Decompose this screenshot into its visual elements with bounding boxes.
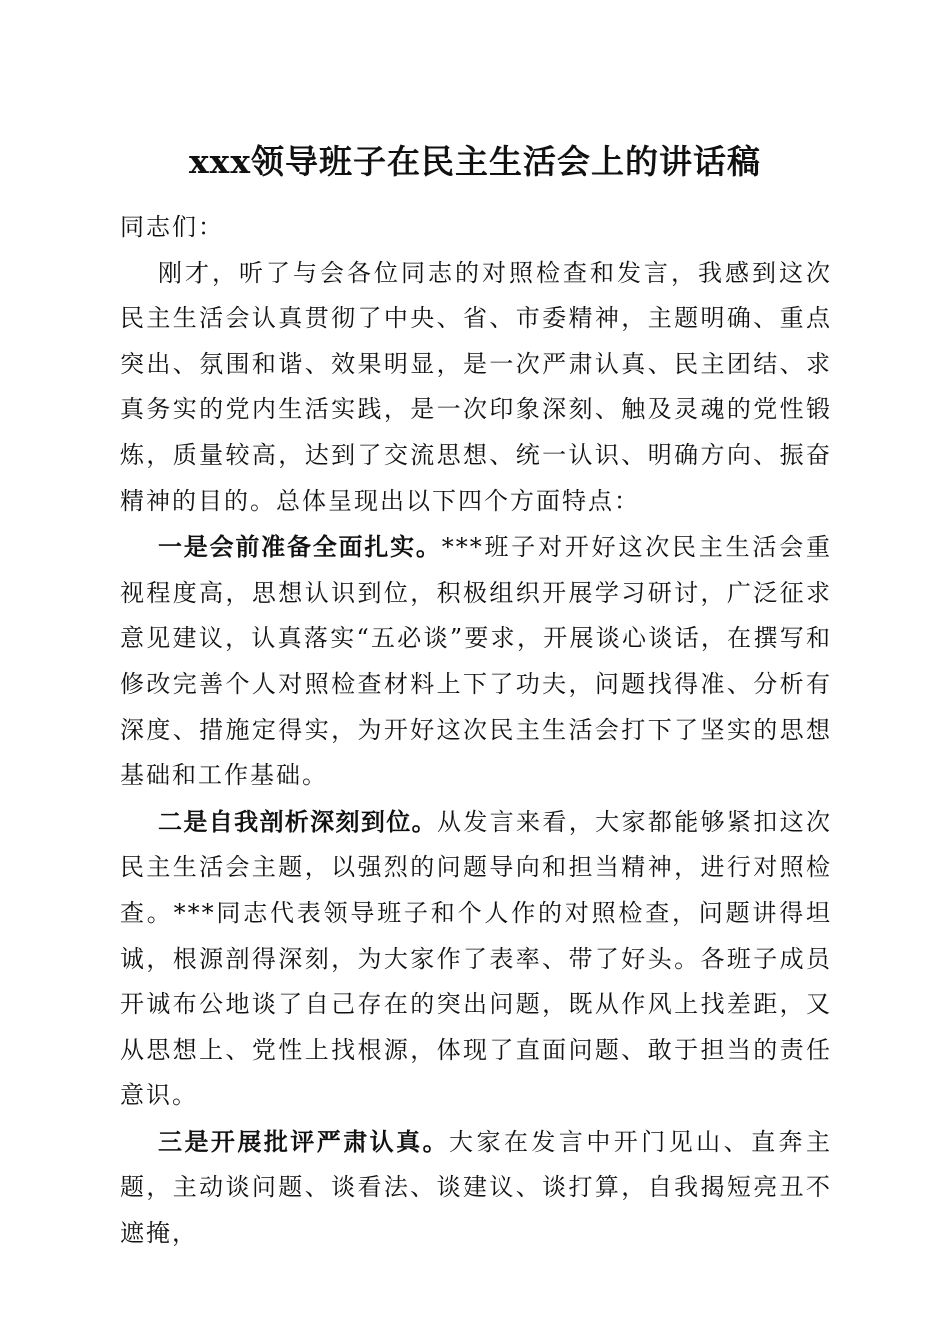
paragraph-lead: 三是开展批评严肃认真。 <box>158 1126 450 1156</box>
paragraph-point-3 <box>120 1119 832 1257</box>
paragraph-text: ***班子对开好这次民主生活会重视程度高，思想认识到位，积极组织开展学习研讨，广泛征求意见建议，认真落实“五必谈”要求，开展谈心谈话，在撰写和修改完善个人对照检查材料上下了功夫，问题找得准、分析有深度、措施定得实，为开好这次民主生活会打下了坚实的思想基础和工作基础。 <box>120 533 833 790</box>
document-body <box>120 205 832 1257</box>
paragraph-intro <box>120 251 832 525</box>
paragraph-point-2 <box>120 799 832 1119</box>
paragraph-lead: 一是会前准备全面扎实。 <box>158 532 442 562</box>
paragraph-text: 从发言来看，大家都能够紧扣这次民主生活会主题，以强烈的问题导向和担当精神，进行对照检查。***同志代表领导班子和个人作的对照检查，问题讲得坦诚，根源剖得深刻，为大家作了表率、带了好头。各班子成员开诚布公地谈了自己存在的突出问题，既从作风上找差距，又从思想上、党性上找根源，体现了直面问题、敢于担当的责任意识。 <box>120 807 833 1110</box>
document-title: xxx领导班子在民主生活会上的讲话稿 <box>188 142 762 181</box>
paragraph-point-1 <box>120 524 832 799</box>
greeting: 同志们： <box>120 213 224 241</box>
paragraph-text: 大家在发言中开门见山、直奔主题，主动谈问题、谈看法、谈建议、谈打算，自我揭短亮丑不遮掩， <box>120 1127 833 1248</box>
paragraph-text: 刚才，听了与会各位同志的对照检查和发言，我感到这次民主生活会认真贯彻了中央、省、市委精神，主题明确、重点突出、氛围和谐、效果明显，是一次严肃认真、民主团结、求真务实的党内生活实践，是一次印象深刻、触及灵魂的党性锻炼，质量较高，达到了交流思想、统一认识、明确方向、振奋精神的目的。总体呈现出以下四个方面特点： <box>120 258 832 515</box>
paragraph-lead: 二是自我剖析深刻到位。 <box>158 806 437 836</box>
